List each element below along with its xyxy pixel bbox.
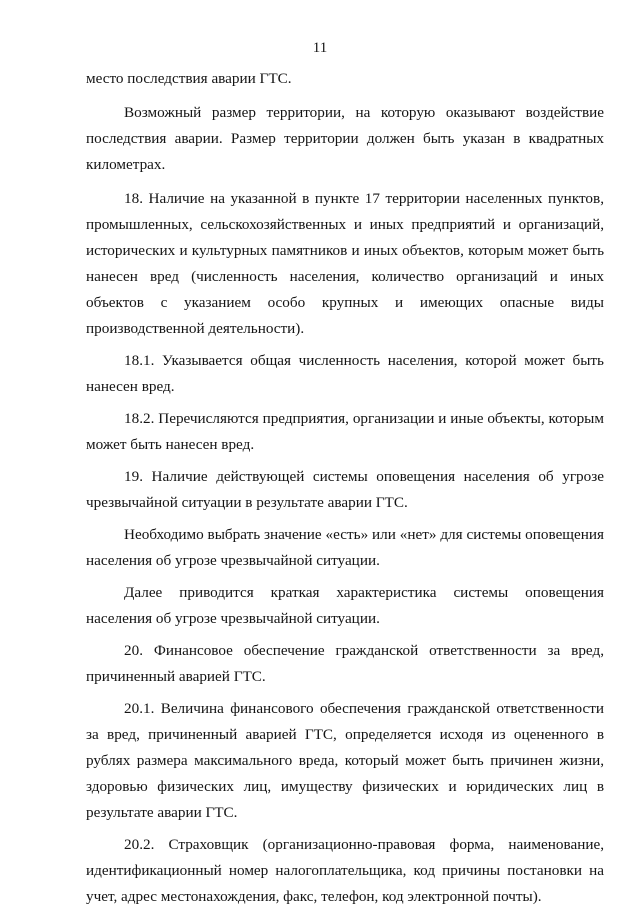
paragraph-territory-size: Возможный размер территории, на которую оказывают воздействие последствия аварии. Размер территории должен быть указан в квадратных километрах. xyxy=(86,104,604,173)
paragraph-warning-system-description: Далее приводится краткая характеристика системы оповещения населения об угрозе чрезвычайной ситуации. xyxy=(86,584,604,627)
paragraph-item-18-2: 18.2. Перечисляются предприятия, организации и иные объекты, которым может быть нанесен вред. xyxy=(86,410,604,453)
paragraph-continuation: место последствия аварии ГТС. xyxy=(86,70,292,87)
page-number: 11 xyxy=(312,40,328,56)
document-body xyxy=(86,66,604,910)
paragraph-item-18-1: 18.1. Указывается общая численность населения, которой может быть нанесен вред. xyxy=(86,352,604,395)
paragraph-item-20-2: 20.2. Страховщик (организационно-правовая форма, наименование, идентификационный номер налогоплательщика, код причины постановки на учет, адрес местонахождения, факс, телефон, код электронной почты). xyxy=(86,836,604,905)
paragraph-warning-system-choice: Необходимо выбрать значение «есть» или «нет» для системы оповещения населения об угрозе чрезвычайной ситуации. xyxy=(86,526,604,569)
paragraph-item-19: 19. Наличие действующей системы оповещения населения об угрозе чрезвычайной ситуации в результате аварии ГТС. xyxy=(86,468,604,511)
paragraph-item-20: 20. Финансовое обеспечение гражданской ответственности за вред, причиненный аварией ГТС. xyxy=(86,642,604,685)
paragraph-item-18: 18. Наличие на указанной в пункте 17 территории населенных пунктов, промышленных, сельскохозяйственных и иных предприятий и организаций, исторических и культурных памятников и иных объектов, которым может быть нанесен вред (численность населения, количество организаций и иных объектов с указанием особо крупных и имеющих опасные виды производственной деятельности). xyxy=(86,190,604,337)
paragraph-item-20-1: 20.1. Величина финансового обеспечения гражданской ответственности за вред, причиненный аварией ГТС, определяется исходя из оцененного в рублях размера максимального вреда, который может быть причинен жизни, здоровью физических лиц, имуществу физических и юридических лиц в результате аварии ГТС. xyxy=(86,700,604,821)
